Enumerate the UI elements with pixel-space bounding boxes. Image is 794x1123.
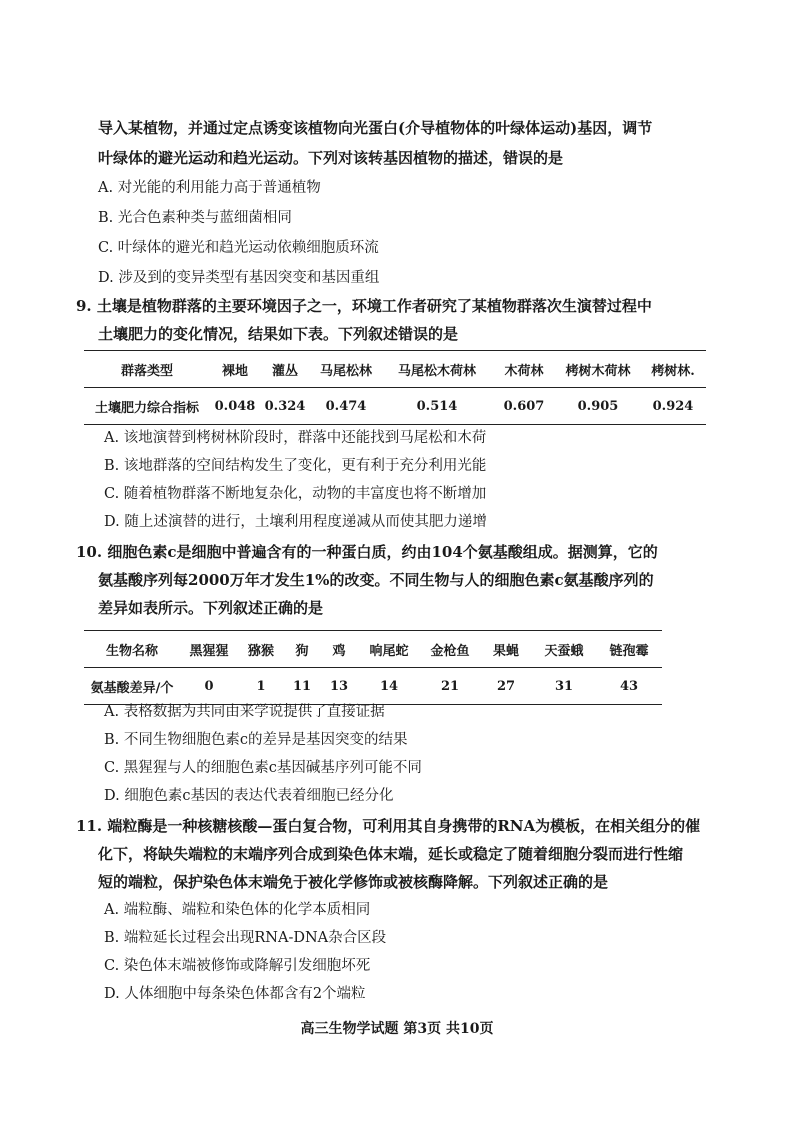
table-header-cell: 栲树林. — [640, 351, 706, 388]
table-header-cell: 木荷林 — [492, 351, 556, 388]
q9-stem-line-1: 9. 土壤是植物群落的主要环境因子之一，环境工作者研究了某植物群落次生演替过程中 — [76, 297, 652, 315]
q10-option-c: C. 黑猩猩与人的细胞色素c基因碱基序列可能不同 — [104, 760, 422, 776]
table-header-cell: 生物名称 — [84, 631, 180, 668]
table-cell: 1 — [238, 668, 284, 705]
table-header-cell: 响尾蛇 — [358, 631, 420, 668]
table-header-cell: 马尾松林 — [310, 351, 382, 388]
q10-stem-line-1: 10. 细胞色素c是细胞中普遍含有的一种蛋白质，约由104个氨基酸组成。据测算，它的 — [76, 543, 658, 561]
q11-option-a: A. 端粒酶、端粒和染色体的化学本质相同 — [104, 902, 371, 918]
table-header-cell: 天蚕蛾 — [532, 631, 596, 668]
table-row — [84, 388, 706, 425]
q8-option-d: D. 涉及到的变异类型有基因突变和基因重组 — [98, 270, 380, 286]
table-cell: 27 — [480, 668, 532, 705]
table-header-cell: 裸地 — [210, 351, 260, 388]
table-header-cell: 猕猴 — [238, 631, 284, 668]
q9-option-b: B. 该地群落的空间结构发生了变化，更有利于充分利用光能 — [104, 458, 487, 474]
q9-option-d: D. 随上述演替的进行，土壤利用程度递减从而使其肥力递增 — [104, 514, 487, 530]
table-cell: 21 — [420, 668, 480, 705]
q11-stem-line-1: 11. 端粒酶是一种核糖核酸—蛋白复合物，可利用其自身携带的RNA为模板，在相关组分的催 — [76, 817, 701, 835]
q8-option-a: A. 对光能的利用能力高于普通植物 — [98, 180, 321, 196]
table-header-cell: 链孢霉 — [596, 631, 662, 668]
q10-option-b: B. 不同生物细胞色素c的差异是基因突变的结果 — [104, 732, 408, 748]
table-cell: 0.924 — [640, 388, 706, 425]
table-header-cell: 马尾松木荷林 — [382, 351, 492, 388]
q8-option-b: B. 光合色素种类与蓝细菌相同 — [98, 210, 292, 226]
q10-option-a: A. 表格数据为共同由来学说提供了直接证据 — [104, 704, 385, 720]
table-header-cell: 鸡 — [320, 631, 358, 668]
table-header-row — [84, 351, 706, 388]
table-header-cell: 灌丛 — [260, 351, 310, 388]
table-header-cell: 黑猩猩 — [180, 631, 238, 668]
table-cell: 14 — [358, 668, 420, 705]
q8-option-c: C. 叶绿体的避光和趋光运动依赖细胞质环流 — [98, 240, 379, 256]
table-cell: 0.474 — [310, 388, 382, 425]
q10-stem-line-2: 氨基酸序列每2000万年才发生1%的改变。不同生物与人的细胞色素c氨基酸序列的 — [98, 571, 654, 589]
table-cell: 13 — [320, 668, 358, 705]
q11-option-d: D. 人体细胞中每条染色体都含有2个端粒 — [104, 986, 366, 1002]
q9-option-c: C. 随着植物群落不断地复杂化，动物的丰富度也将不断增加 — [104, 486, 487, 502]
table-cell: 0.905 — [556, 388, 640, 425]
table-cell: 氨基酸差异/个 — [84, 668, 180, 705]
table-cell: 0 — [180, 668, 238, 705]
table-cell: 43 — [596, 668, 662, 705]
table-header-cell: 群落类型 — [84, 351, 210, 388]
q8-stem-line-1: 导入某植物，并通过定点诱变该植物向光蛋白(介导植物体的叶绿体运动)基因，调节 — [98, 119, 653, 137]
q10-option-d: D. 细胞色素c基因的表达代表着细胞已经分化 — [104, 788, 394, 804]
q11-stem-line-3: 短的端粒，保护染色体末端免于被化学修饰或被核酶降解。下列叙述正确的是 — [98, 873, 609, 891]
table-cell: 0.514 — [382, 388, 492, 425]
table-header-cell: 狗 — [284, 631, 320, 668]
table-cell: 0.607 — [492, 388, 556, 425]
table-cell: 0.324 — [260, 388, 310, 425]
table-cell: 0.048 — [210, 388, 260, 425]
q10-amino-acid-table — [84, 630, 662, 705]
q9-option-a: A. 该地演替到栲树林阶段时，群落中还能找到马尾松和木荷 — [104, 430, 487, 446]
table-cell: 31 — [532, 668, 596, 705]
table-header-cell: 金枪鱼 — [420, 631, 480, 668]
table-cell: 土壤肥力综合指标 — [84, 388, 210, 425]
q10-stem-line-3: 差异如表所示。下列叙述正确的是 — [98, 599, 324, 617]
q11-option-c: C. 染色体末端被修饰或降解引发细胞坏死 — [104, 958, 371, 974]
q11-stem-line-2: 化下，将缺失端粒的末端序列合成到染色体末端，延长或稳定了随着细胞分裂而进行性缩 — [98, 845, 684, 863]
q9-stem-line-2: 土壤肥力的变化情况，结果如下表。下列叙述错误的是 — [98, 325, 459, 343]
table-row — [84, 668, 662, 705]
q11-option-b: B. 端粒延长过程会出现RNA-DNA杂合区段 — [104, 930, 387, 946]
table-cell: 11 — [284, 668, 320, 705]
table-header-row — [84, 631, 662, 668]
table-header-cell: 栲树木荷林 — [556, 351, 640, 388]
q8-stem-line-2: 叶绿体的避光运动和趋光运动。下列对该转基因植物的描述，错误的是 — [98, 149, 564, 167]
page-footer: 高三生物学试题 第3页 共10页 — [300, 1021, 494, 1037]
table-header-cell: 果蝇 — [480, 631, 532, 668]
q9-soil-fertility-table — [84, 350, 706, 425]
